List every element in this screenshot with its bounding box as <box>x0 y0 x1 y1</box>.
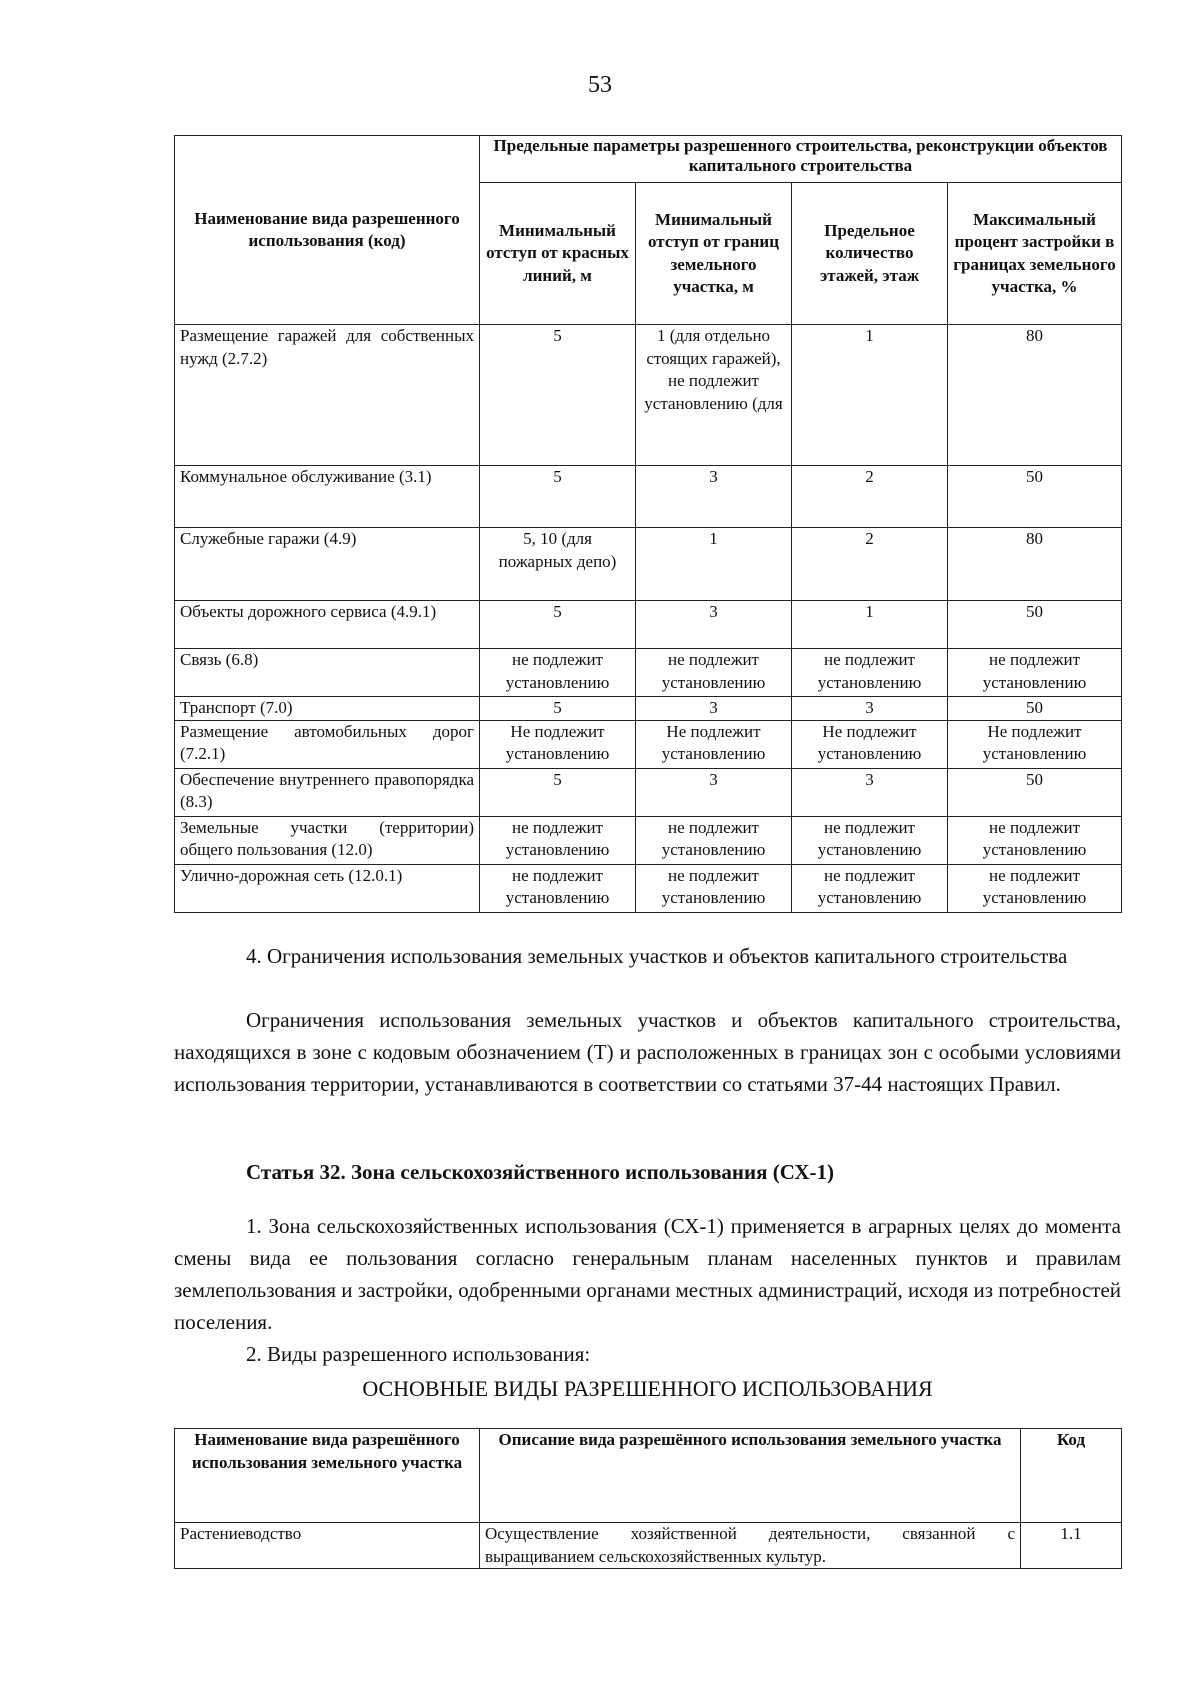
article-paragraph-2 <box>174 1338 1121 1370</box>
cell-value: 80 <box>948 528 1122 601</box>
main-use-types-heading: ОСНОВНЫЕ ВИДЫ РАЗРЕШЕННОГО ИСПОЛЬЗОВАНИЯ <box>362 1376 933 1401</box>
cell-value: не подлежит установлению <box>792 649 948 697</box>
cell-value: 2 <box>792 528 948 601</box>
main-use-types-table <box>174 1428 1122 1569</box>
header-use-type: Наименование вида разрешенного использования (код) <box>175 136 480 325</box>
cell-value: 2 <box>792 466 948 528</box>
cell-value: 50 <box>948 768 1122 816</box>
row-description: Осуществление хозяйственной деятельности, связанной с выращиванием сельскохозяйственных культур. <box>480 1523 1021 1569</box>
cell-value: не подлежит установлению <box>636 864 792 912</box>
cell-value: 1 (для отдельно стоящих гаражей), не подлежит установлению (для <box>636 325 792 466</box>
table-row <box>175 768 1122 816</box>
cell-value: 1 <box>792 601 948 649</box>
table-row <box>175 325 1122 466</box>
cell-value: 3 <box>792 697 948 721</box>
cell-value: 1 <box>792 325 948 466</box>
article-32-heading: Статья 32. Зона сельскохозяйственного использования (СХ-1) <box>246 1160 834 1184</box>
cell-value: Не подлежит установлению <box>792 720 948 768</box>
page-number: 53 <box>588 72 612 98</box>
cell-value: не подлежит установлению <box>948 649 1122 697</box>
header-limit-parameters: Предельные параметры разрешенного строительства, реконструкции объектов капитального строительства <box>480 136 1122 183</box>
row-name: Размещение автомобильных дорог (7.2.1) <box>175 720 480 768</box>
cell-value: не подлежит установлению <box>636 816 792 864</box>
cell-value: 3 <box>792 768 948 816</box>
cell-value: 5, 10 (для пожарных депо) <box>480 528 636 601</box>
cell-value: не подлежит установлению <box>480 649 636 697</box>
cell-value: 50 <box>948 601 1122 649</box>
section-4-title-text: 4. Ограничения использования земельных участков и объектов капитального строительства <box>246 944 1068 968</box>
article-paragraph-1-text: 1. Зона сельскохозяйственных использования (СХ-1) применяется в аграрных целях до момента смены вида ее пользования согласно генеральным планам населенных пунктов и правилам землепользования и застройки, одобренными органами местных администраций, исходя из потребностей поселения. <box>174 1214 1121 1334</box>
cell-value: 80 <box>948 325 1122 466</box>
table-row <box>175 466 1122 528</box>
article-paragraph-2-text: 2. Виды разрешенного использования: <box>246 1342 591 1366</box>
cell-value: не подлежит установлению <box>948 816 1122 864</box>
cell-value: 50 <box>948 697 1122 721</box>
cell-value: не подлежит установлению <box>792 816 948 864</box>
header-max-build-percent: Максимальный процент застройки в границах земельного участка, % <box>948 183 1122 325</box>
article-paragraph-1 <box>174 1210 1121 1338</box>
row-name: Связь (6.8) <box>175 649 480 697</box>
header-use-code: Код <box>1021 1429 1122 1523</box>
row-name: Обеспечение внутреннего правопорядка (8.3) <box>175 768 480 816</box>
cell-value: 50 <box>948 466 1122 528</box>
header-min-offset-red-lines: Минимальный отступ от красных линий, м <box>480 183 636 325</box>
cell-value: 5 <box>480 768 636 816</box>
section-4-title <box>174 940 1121 972</box>
table-row <box>175 816 1122 864</box>
cell-value: Не подлежит установлению <box>948 720 1122 768</box>
row-name: Объекты дорожного сервиса (4.9.1) <box>175 601 480 649</box>
row-name: Служебные гаражи (4.9) <box>175 528 480 601</box>
header-max-floors: Предельное количество этажей, этаж <box>792 183 948 325</box>
table-row <box>175 720 1122 768</box>
row-name: Размещение гаражей для собственных нужд (2.7.2) <box>175 325 480 466</box>
table-row <box>175 1523 1122 1569</box>
row-name: Коммунальное обслуживание (3.1) <box>175 466 480 528</box>
header-use-name: Наименование вида разрешённого использования земельного участка <box>175 1429 480 1523</box>
header-use-description: Описание вида разрешённого использования земельного участка <box>480 1429 1021 1523</box>
cell-value: 5 <box>480 697 636 721</box>
table-row <box>175 528 1122 601</box>
cell-value: не подлежит установлению <box>480 864 636 912</box>
cell-value: 5 <box>480 601 636 649</box>
cell-value: не подлежит установлению <box>792 864 948 912</box>
row-name: Транспорт (7.0) <box>175 697 480 721</box>
header-min-offset-boundaries: Минимальный отступ от границ земельного участка, м <box>636 183 792 325</box>
cell-value: 3 <box>636 601 792 649</box>
row-code: 1.1 <box>1021 1523 1122 1569</box>
table-row <box>175 697 1122 721</box>
limit-parameters-table <box>174 135 1122 913</box>
row-name: Растениеводство <box>175 1523 480 1569</box>
cell-value: 3 <box>636 697 792 721</box>
cell-value: Не подлежит установлению <box>480 720 636 768</box>
cell-value: не подлежит установлению <box>480 816 636 864</box>
cell-value: 3 <box>636 768 792 816</box>
table-row <box>175 864 1122 912</box>
table-row <box>175 649 1122 697</box>
row-name: Улично-дорожная сеть (12.0.1) <box>175 864 480 912</box>
cell-value: Не подлежит установлению <box>636 720 792 768</box>
cell-value: не подлежит установлению <box>948 864 1122 912</box>
cell-value: 3 <box>636 466 792 528</box>
cell-value: 5 <box>480 466 636 528</box>
cell-value: 5 <box>480 325 636 466</box>
section-4-paragraph <box>174 1004 1121 1100</box>
table-row <box>175 601 1122 649</box>
cell-value: не подлежит установлению <box>636 649 792 697</box>
cell-value: 1 <box>636 528 792 601</box>
section-4-paragraph-text: Ограничения использования земельных участков и объектов капитального строительства, находящихся в зоне с кодовым обозначением (Т) и расположенных в границах зон с особыми условиями использования территории, устанавливаются в соответствии со статьями 37-44 настоящих Правил. <box>174 1008 1121 1096</box>
row-name: Земельные участки (территории) общего пользования (12.0) <box>175 816 480 864</box>
